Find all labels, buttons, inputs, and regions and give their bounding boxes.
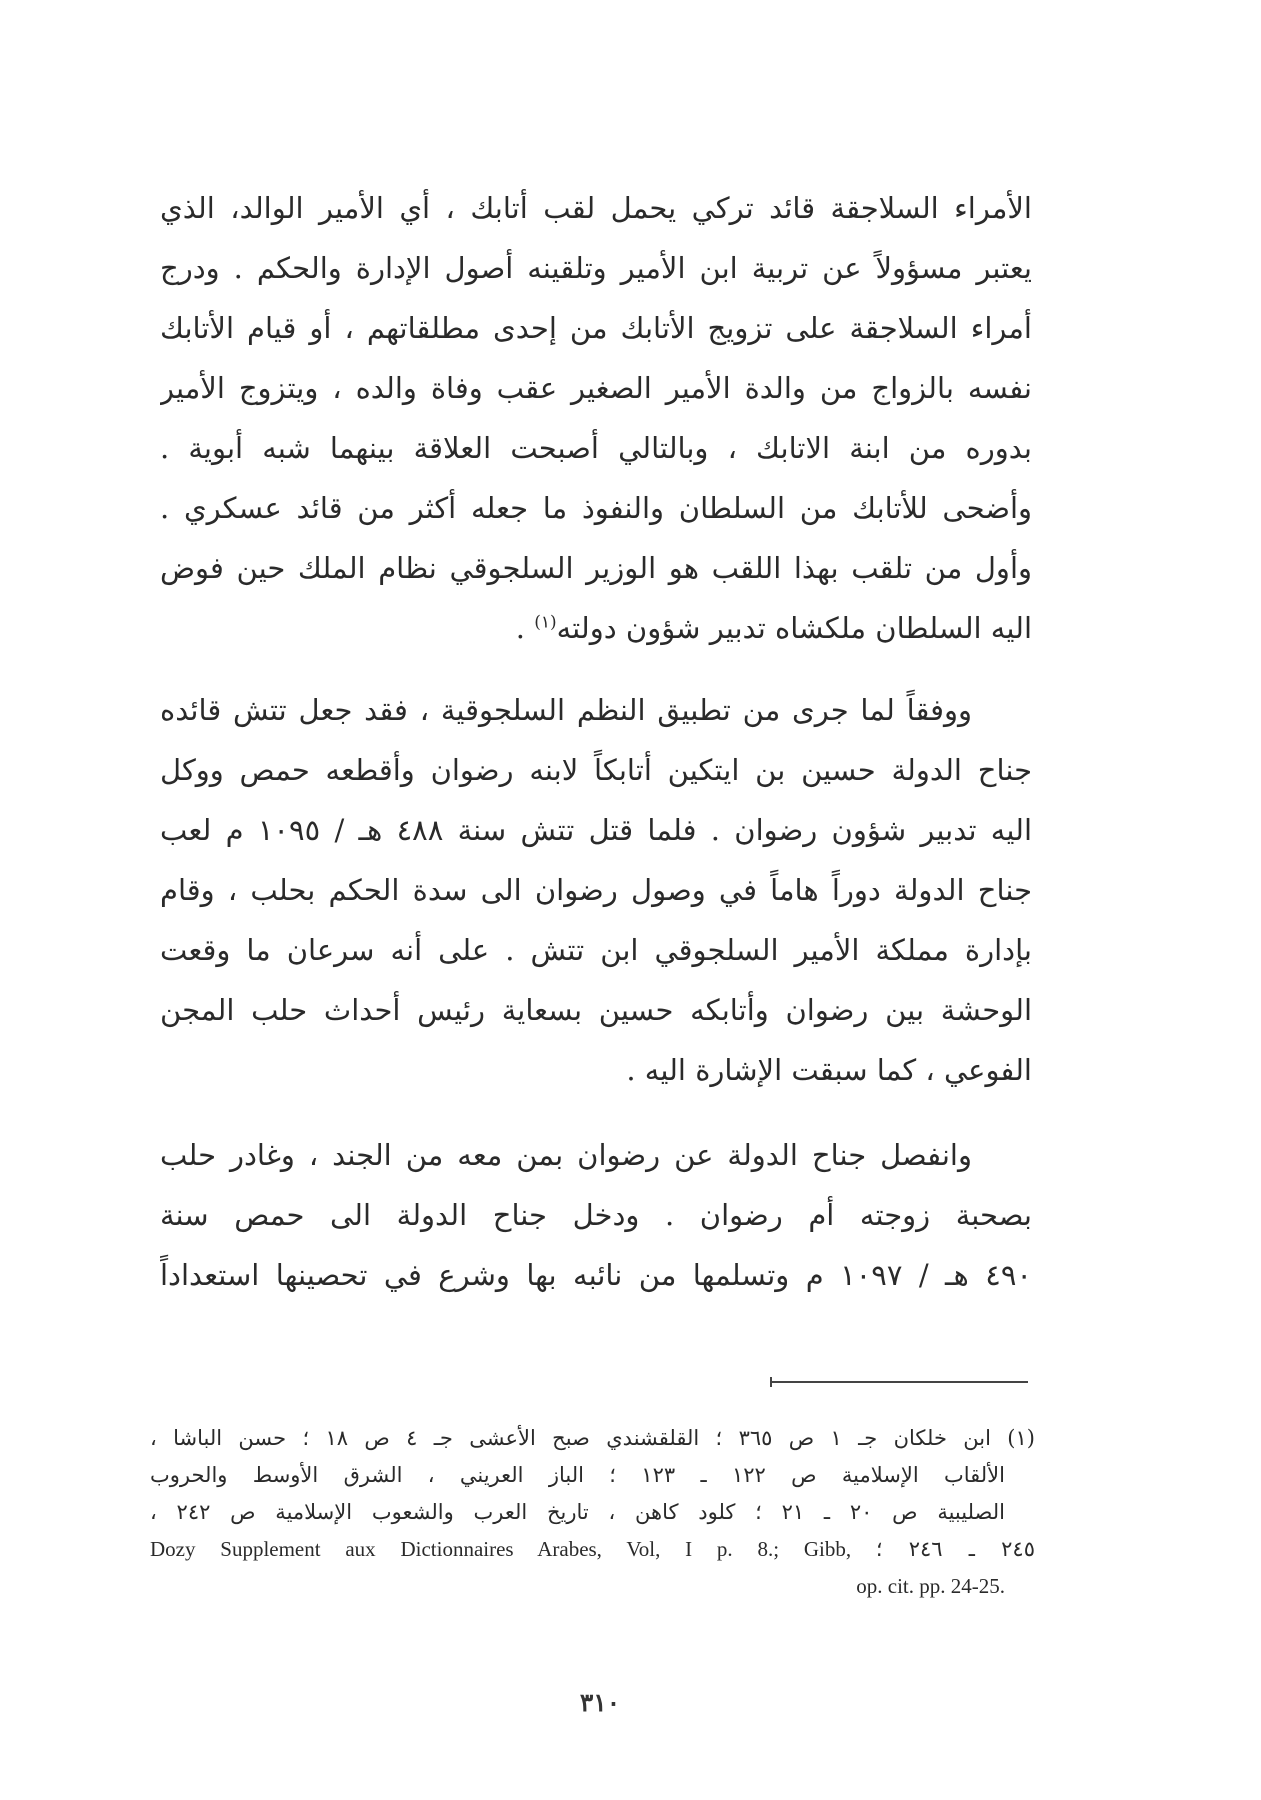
- text-line: جناح الدولة دوراً هاماً في وصول رضوان الى سدة الحكم بحلب ، وقام: [160, 873, 1032, 907]
- text-line: وأضحى للأتابك من السلطان والنفوذ ما جعله أكثر من قائد عسكري .: [160, 491, 1032, 525]
- text-line-content: اليه السلطان ملكشاه تدبير شؤون دولته: [556, 611, 1032, 645]
- paragraph-1: [160, 178, 1032, 658]
- footnote-citation-tail: op. cit. pp. 24-25.: [856, 1574, 1005, 1598]
- text-line: يعتبر مسؤولاً عن تربية ابن الأمير وتلقينه أصول الإدارة والحكم . ودرج: [160, 251, 1032, 285]
- text-line: الفوعي ، كما سبقت الإشارة اليه .: [626, 1053, 1032, 1087]
- footnote-line: (١) ابن خلكان جـ ١ ص ٣٦٥ ؛ القلقشندي صبح الأعشى جـ ٤ ص ١٨ ؛ حسن الباشا ،: [150, 1426, 1035, 1450]
- text-line: نفسه بالزواج من والدة الأمير الصغير عقب وفاة والده ، ويتزوج الأمير: [160, 371, 1032, 405]
- footnote-reference[interactable]: (١): [534, 612, 557, 633]
- footnote-latin-text: Dozy Supplement aux Dictionnaires Arabes, Vol, I p. 8.; Gibb,: [150, 1537, 852, 1561]
- text-line: [160, 598, 1032, 658]
- sentence-end: .: [515, 611, 535, 645]
- text-line: ووفقاً لما جرى من تطبيق النظم السلجوقية ، فقد جعل تتش قائده: [160, 693, 972, 727]
- text-line: اليه تدبير شؤون رضوان . فلما قتل تتش سنة ٤٨٨ هـ / ١٠٩٥ م لعب: [160, 813, 1032, 847]
- text-line: ٤٩٠ هـ / ١٠٩٧ م وتسلمها من نائبه بها وشرع في تحصينها استعداداً: [160, 1258, 1032, 1292]
- text-line: بدوره من ابنة الاتابك ، وبالتالي أصبحت العلاقة بينهما شبه أبوية .: [160, 431, 1032, 465]
- footnotes: [150, 1420, 1035, 1605]
- text-line: الأمراء السلاجقة قائد تركي يحمل لقب أتابك ، أي الأمير الوالد، الذي: [160, 191, 1032, 225]
- paragraph-2: [160, 680, 1032, 1100]
- text-line: وانفصل جناح الدولة عن رضوان بمن معه من الجند ، وغادر حلب: [160, 1138, 972, 1172]
- footnote-line: الألقاب الإسلامية ص ١٢٢ ـ ١٢٣ ؛ الباز العريني ، الشرق الأوسط والحروب: [150, 1463, 1005, 1487]
- text-line: بصحبة زوجته أم رضوان . ودخل جناح الدولة الى حمص سنة: [160, 1198, 1032, 1232]
- text-line: جناح الدولة حسين بن ايتكين أتابكاً لابنه رضوان وأقطعه حمص ووكل: [160, 753, 1032, 787]
- footnote-line-latin: [150, 1531, 1035, 1568]
- text-line: بإدارة مملكة الأمير السلجوقي ابن تتش . على أنه سرعان ما وقعت: [160, 933, 1032, 967]
- footnote-line: الصليبية ص ٢٠ ـ ٢١ ؛ كلود كاهن ، تاريخ العرب والشعوب الإسلامية ص ٢٤٢ ،: [150, 1500, 1006, 1524]
- text-line: وأول من تلقب بهذا اللقب هو الوزير السلجوقي نظام الملك حين فوض: [160, 551, 1032, 585]
- footnote-arabic-pages: ٢٤٥ ـ ٢٤٦ ؛: [875, 1537, 1035, 1561]
- page-number: ٣١٠: [579, 1688, 621, 1717]
- text-line: أمراء السلاجقة على تزويج الأتابك من إحدى مطلقاتهم ، أو قيام الأتابك: [160, 311, 1032, 345]
- text-line: الوحشة بين رضوان وأتابكه حسين بسعاية رئيس أحداث حلب المجن: [160, 993, 1032, 1027]
- footnote-separator: [770, 1381, 1028, 1383]
- paragraph-3: [160, 1125, 1032, 1305]
